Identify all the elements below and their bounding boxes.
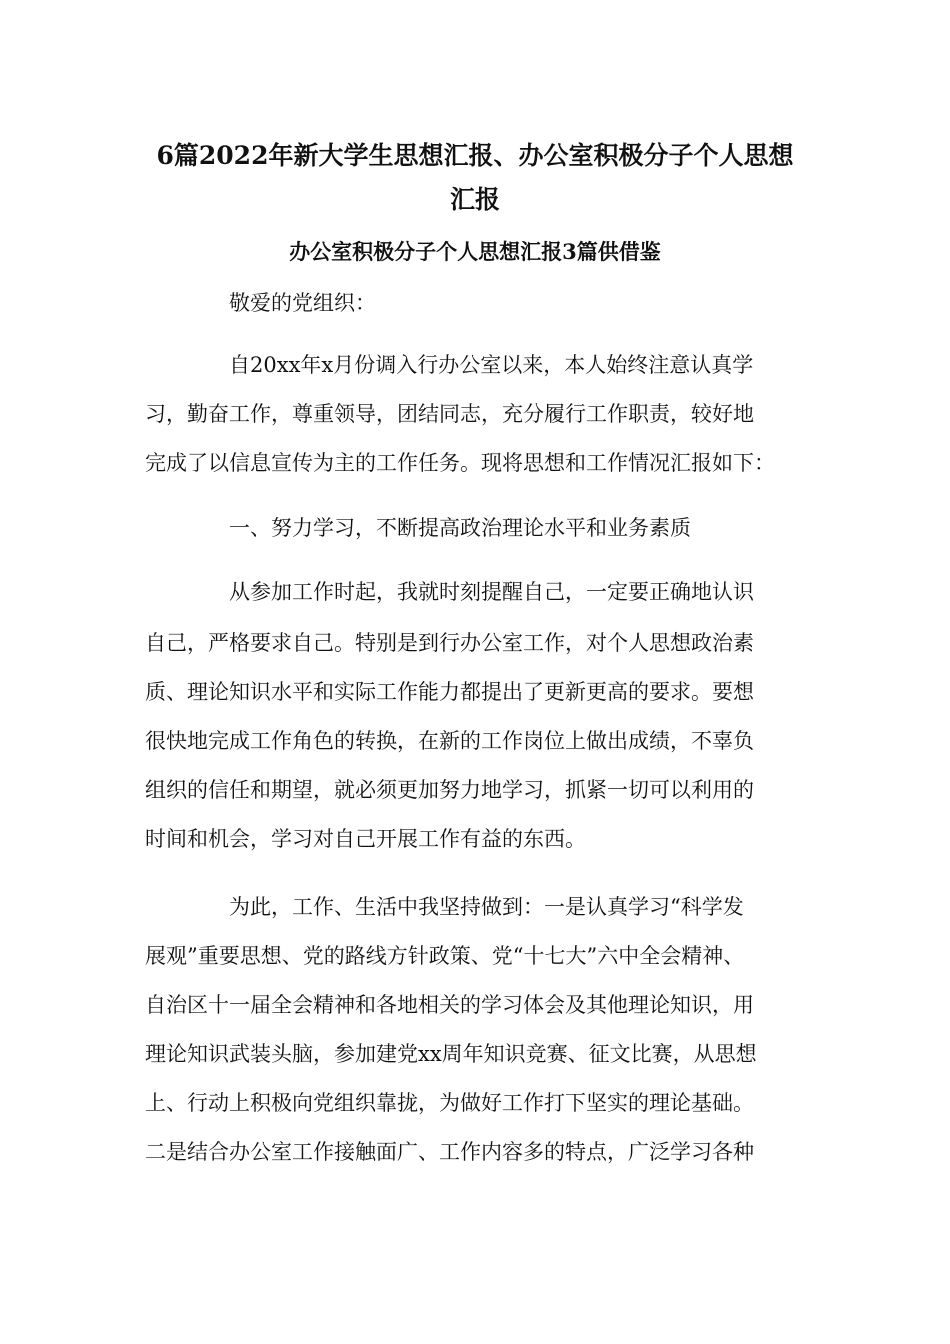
paragraph-line: 二是结合办公室工作接触面广、工作内容多的特点，广泛学习各种	[145, 1140, 754, 1164]
document-title-line-1: 6篇2022年新大学生思想汇报、办公室积极分子个人思想	[156, 141, 794, 170]
paragraph-line: 很快地完成工作角色的转换，在新的工作岗位上做出成绩，不辜负	[145, 729, 754, 753]
paragraph-line: 自治区十一届全会精神和各地相关的学习体会及其他理论知识，用	[145, 993, 754, 1017]
paragraph-line: 完成了以信息宣传为主的工作任务。现将思想和工作情况汇报如下：	[145, 451, 775, 475]
salutation: 敬爱的党组织：	[229, 291, 376, 315]
paragraph-line: 为此，工作、生活中我坚持做到：一是认真学习“科学发	[229, 895, 744, 919]
paragraph-line: 从参加工作时起，我就时刻提醒自己，一定要正确地认识	[229, 580, 754, 604]
paragraph-line: 质、理论知识水平和实际工作能力都提出了更新更高的要求。要想	[145, 680, 754, 704]
paragraph-line: 自己，严格要求自己。特别是到行办公室工作，对个人思想政治素	[145, 631, 754, 655]
paragraph-line: 展观”重要思想、党的路线方针政策、党“十七大”六中全会精神、	[145, 944, 745, 968]
paragraph-line: 时间和机会，学习对自己开展工作有益的东西。	[145, 827, 586, 851]
paragraph-line: 组织的信任和期望，就必须更加努力地学习，抓紧一切可以利用的	[145, 778, 754, 802]
paragraph-line: 习，勤奋工作，尊重领导，团结同志，充分履行工作职责，较好地	[145, 402, 754, 426]
paragraph-line: 理论知识武装头脑，参加建党xx周年知识竞赛、征文比赛，从思想	[145, 1042, 757, 1066]
paragraph-line: 上、行动上积极向党组织靠拢，为做好工作打下坚实的理论基础。	[145, 1091, 754, 1115]
document-subtitle: 办公室积极分子个人思想汇报3篇供借鉴	[289, 239, 661, 264]
section-heading: 一、努力学习，不断提高政治理论水平和业务素质	[229, 516, 691, 540]
document-title-line-2: 汇报	[449, 185, 500, 214]
paragraph-line: 自20xx年x月份调入行办公室以来，本人始终注意认真学	[229, 353, 754, 377]
